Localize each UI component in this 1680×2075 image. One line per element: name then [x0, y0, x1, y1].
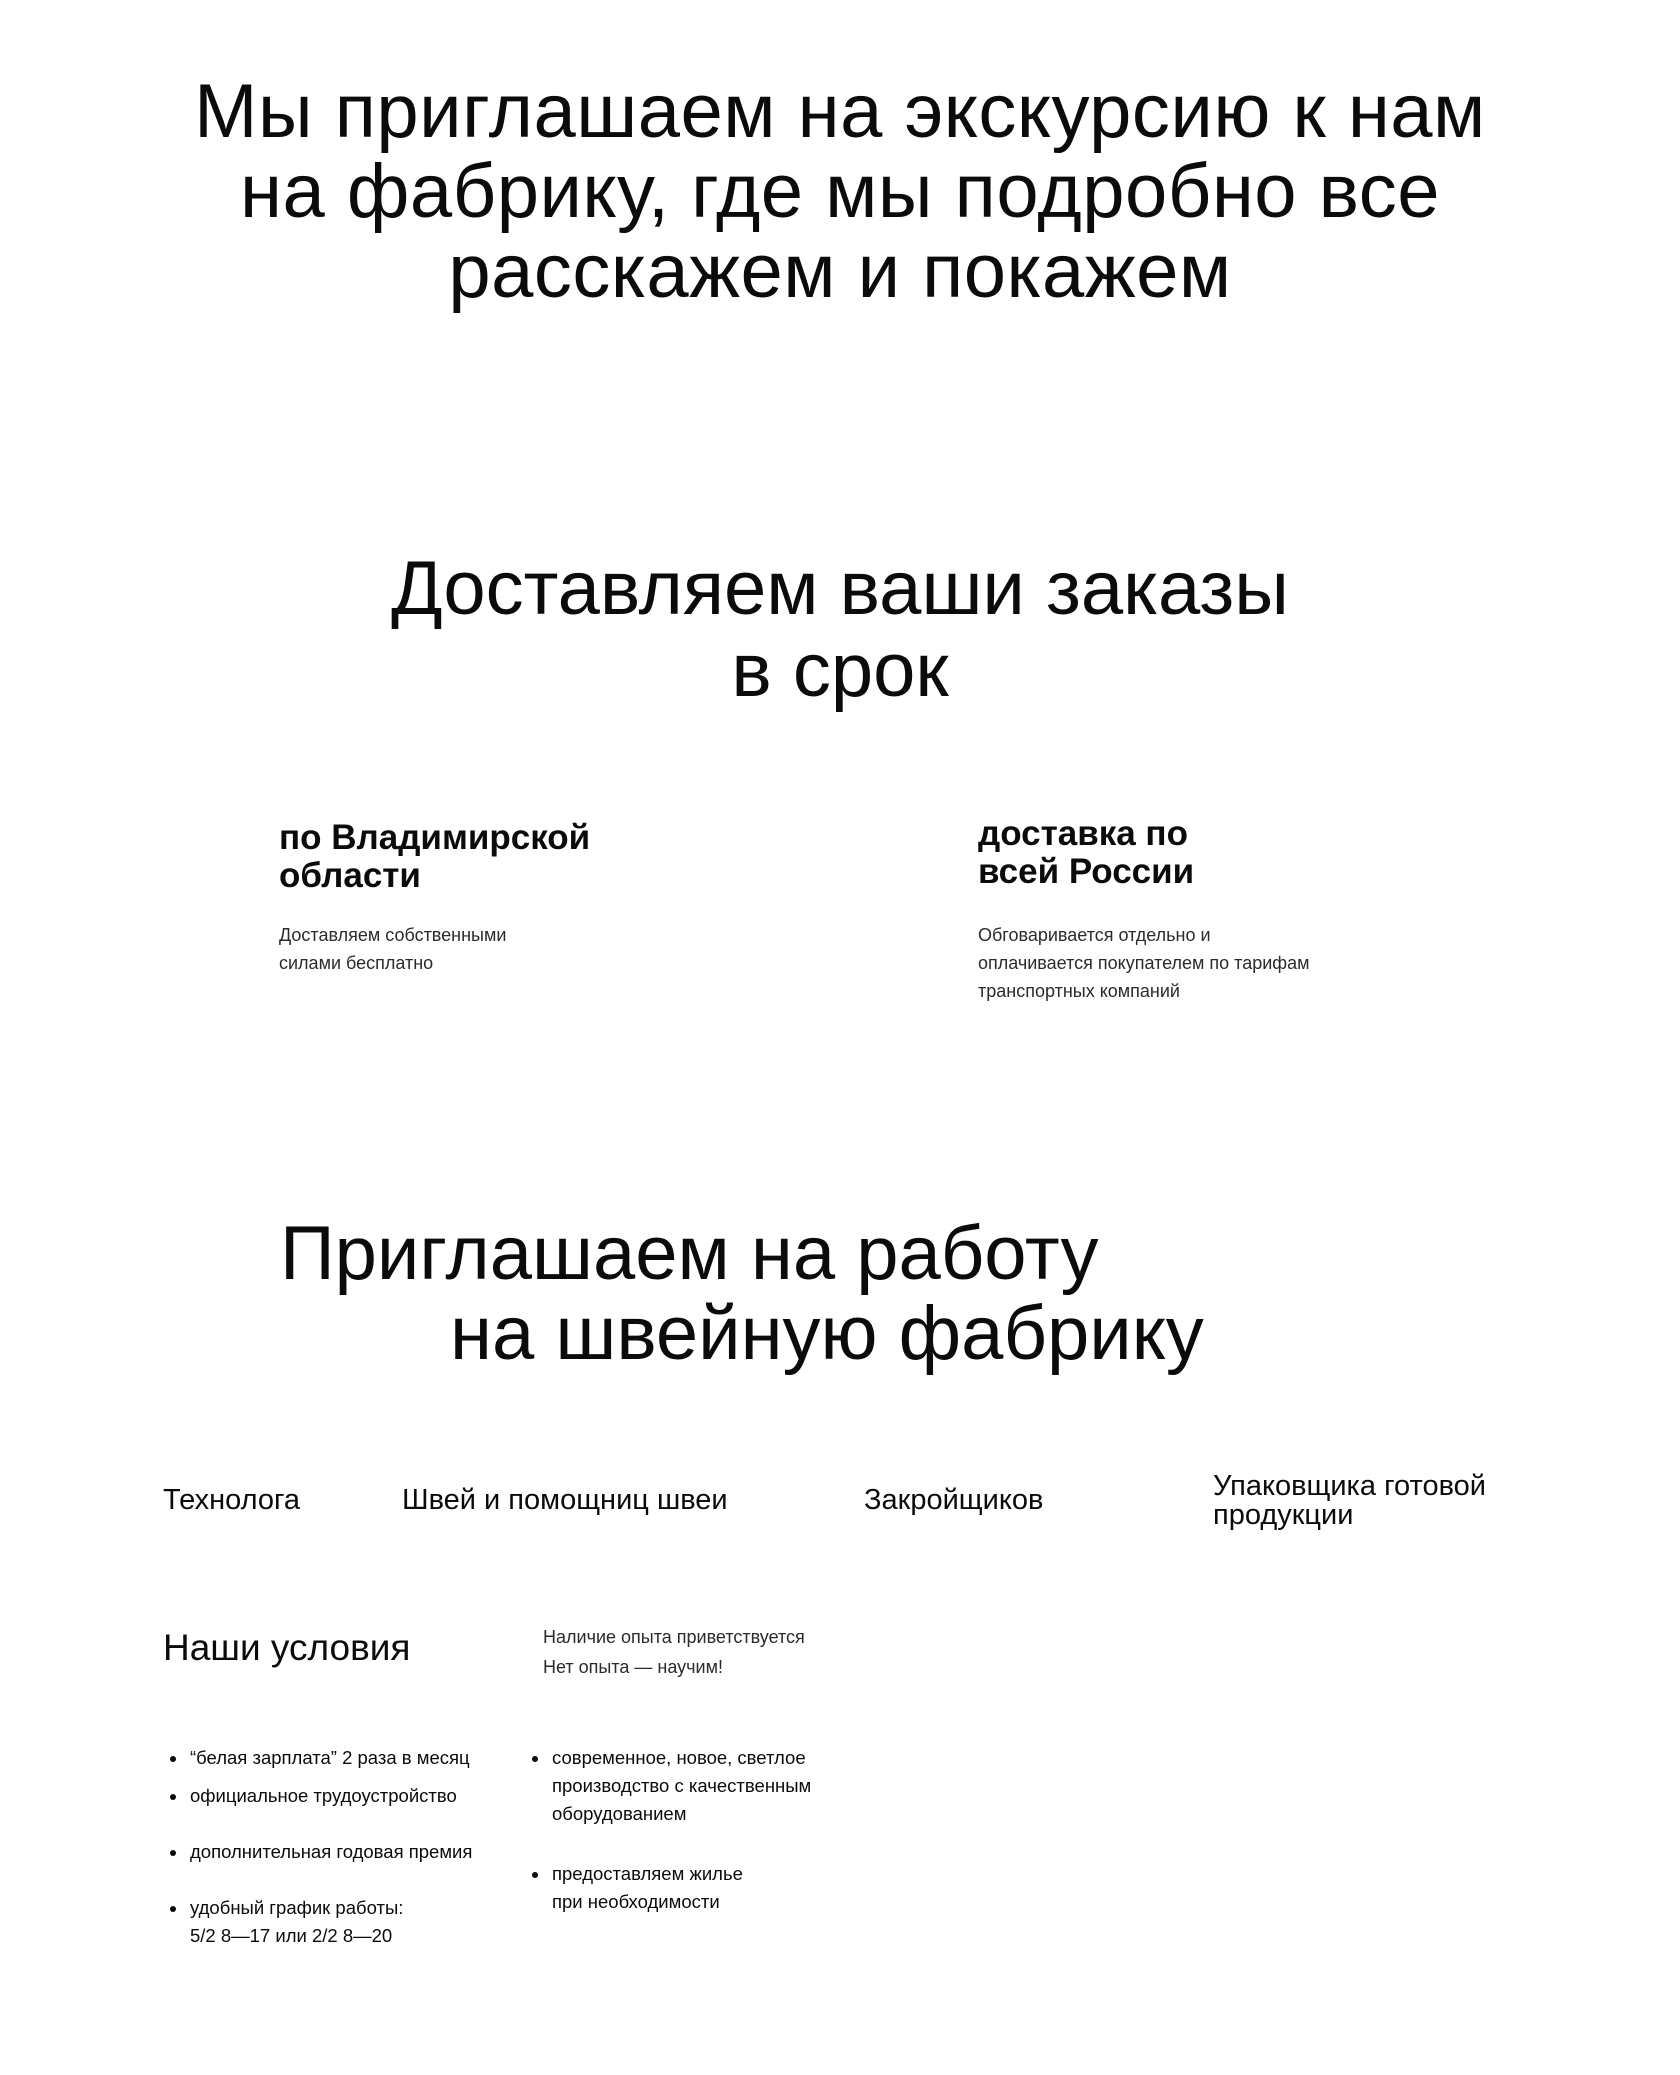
jobs-heading-line: на швейную фабрику [450, 1291, 1204, 1376]
delivery-region-title-line: всей России [978, 852, 1195, 891]
condition-item-line: официальное трудоустройство [190, 1785, 457, 1806]
condition-item-line: удобный график работы: [190, 1897, 404, 1918]
condition-item [532, 1860, 743, 1916]
condition-item-line: предоставляем жилье [552, 1863, 743, 1884]
delivery-heading-line: в срок [731, 628, 949, 713]
delivery-region-title [279, 819, 590, 895]
jobs-heading [280, 1211, 1204, 1376]
delivery-region-title-line: области [279, 856, 421, 895]
excursion-heading [0, 69, 1680, 314]
delivery-region-russia [978, 815, 1310, 1005]
delivery-region-text-line: Обговаривается отдельно и [978, 925, 1211, 945]
delivery-region-text [279, 921, 590, 977]
vacancy-cutter: Закройщиков [864, 1484, 1044, 1516]
jobs-heading-line: Приглашаем на работу [280, 1211, 1099, 1296]
experience-line: Нет опыта — научим! [543, 1657, 723, 1677]
delivery-region-title-line: доставка по [978, 814, 1188, 853]
condition-item-line: при необходимости [552, 1891, 720, 1912]
delivery-region-vladimir [279, 819, 590, 977]
condition-item-line: 5/2 8—17 или 2/2 8—20 [190, 1925, 393, 1946]
delivery-region-title [978, 815, 1310, 891]
delivery-region-text-line: транспортных компаний [978, 981, 1180, 1001]
condition-item [170, 1744, 470, 1772]
condition-item-line: оборудованием [552, 1803, 687, 1824]
condition-item [170, 1838, 472, 1866]
vacancy-packer [1213, 1472, 1486, 1530]
delivery-region-text-line: Доставляем собственными [279, 925, 507, 945]
vacancy-line: продукции [1213, 1499, 1354, 1531]
delivery-region-title-line: по Владимирской [279, 818, 591, 857]
excursion-heading-line: расскажем и покажем [448, 229, 1232, 314]
condition-item [170, 1894, 403, 1950]
excursion-heading-line: Мы приглашаем на экскурсию к нам [194, 69, 1486, 154]
excursion-heading-line: на фабрику, где мы подробно все [240, 149, 1440, 234]
conditions-title: Наши условия [163, 1627, 411, 1668]
delivery-region-text-line: силами бесплатно [279, 953, 434, 973]
condition-item [170, 1782, 457, 1810]
experience-line: Наличие опыта приветствуется [543, 1627, 805, 1647]
delivery-region-text [978, 921, 1310, 1005]
condition-item-line: современное, новое, светлое [552, 1747, 806, 1768]
vacancy-technologist: Технолога [163, 1484, 301, 1516]
condition-item [532, 1744, 811, 1828]
vacancy-line: Упаковщика готовой [1213, 1470, 1486, 1502]
condition-item-line: производство с качественным [552, 1775, 812, 1796]
vacancy-seamstress: Швей и помощниц швеи [402, 1484, 728, 1516]
condition-item-line: “белая зарплата” 2 раза в месяц [190, 1747, 470, 1768]
condition-item-line: дополнительная годовая премия [190, 1841, 473, 1862]
delivery-heading-line: Доставляем ваши заказы [391, 546, 1289, 631]
delivery-heading [0, 548, 1680, 712]
delivery-region-text-line: оплачивается покупателем по тарифам [978, 953, 1310, 973]
experience-note [543, 1622, 805, 1682]
